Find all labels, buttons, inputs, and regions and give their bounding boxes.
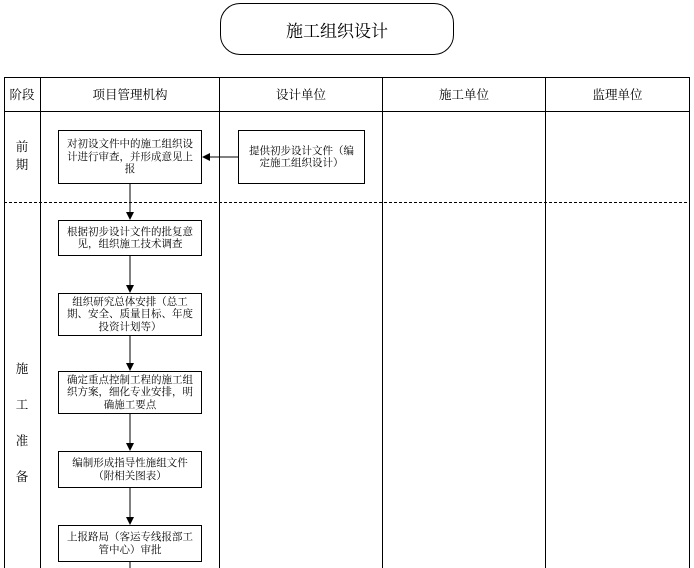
diagram-title: 施工组织设计: [220, 3, 454, 55]
node-survey: 根据初步设计文件的批复意见，组织施工技术调查: [58, 220, 202, 256]
node-review: 对初设文件中的施工组织设计进行审查，并形成意见上报: [58, 130, 202, 184]
header-construction: 施工单位: [438, 87, 489, 102]
header-stage: 阶段: [9, 87, 35, 102]
stage-early: 前 期: [15, 139, 29, 172]
node-compile: 编制形成指导性施组文件（附相关图表）: [58, 451, 202, 488]
header-pm: 项目管理机构: [92, 87, 168, 102]
stage-prep: 施 工 准 备: [15, 361, 29, 484]
node-overall: 组织研究总体安排（总工期、安全、质量目标、年度投资计划等）: [58, 293, 202, 336]
node-report: 上报路局（客运专线报部工管中心）审批: [58, 525, 202, 562]
header-design: 设计单位: [275, 87, 326, 102]
header-supervision: 监理单位: [592, 87, 643, 102]
node-key: 确定重点控制工程的施工组织方案，细化专业安排，明确施工要点: [58, 371, 202, 414]
node-provide: 提供初步设计文件（编定施工组织设计）: [238, 130, 365, 184]
